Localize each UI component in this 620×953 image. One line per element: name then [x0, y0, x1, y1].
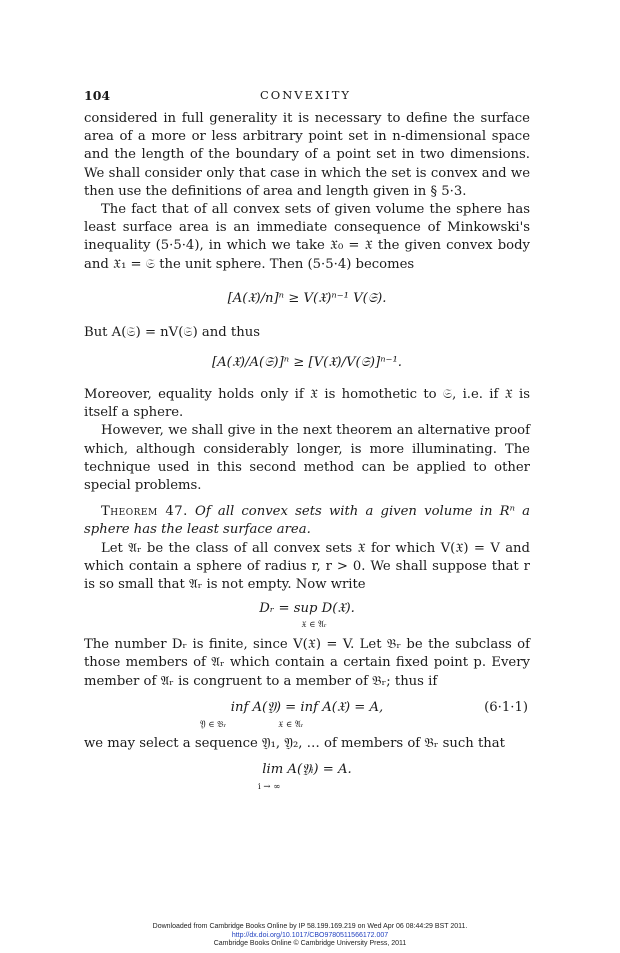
- theorem-label: Theorem 47.: [101, 504, 188, 520]
- equation-3: [84, 598, 530, 636]
- equation-4-text: inf A(𝔜) = inf A(𝔛) = A,: [230, 699, 384, 715]
- equation-4-subscript-2: 𝔛 ∈ 𝔄ᵣ: [278, 719, 304, 730]
- book-page: [84, 88, 530, 799]
- equation-3-subscript: 𝔛 ∈ 𝔄ᵣ: [301, 620, 327, 631]
- equation-1: [84, 278, 530, 324]
- equation-4-subscript-1: 𝔜 ∈ 𝔅ᵣ: [200, 719, 227, 730]
- equation-4-number: (6·1·1): [484, 699, 528, 715]
- footer-doi-link[interactable]: http://dx.doi.org/10.1017/CBO9780511566172.007: [231, 931, 389, 939]
- download-footer: [0, 923, 620, 949]
- footer-copyright: Cambridge Books Online © Cambridge University Press, 2011: [213, 940, 407, 948]
- theorem-47: [84, 503, 530, 539]
- page-header: [84, 88, 530, 110]
- paragraph-8: we may select a sequence 𝔜₁, 𝔜₂, … of members of 𝔅ᵣ such that: [84, 735, 505, 751]
- paragraph-7: The number Dᵣ is finite, since V(𝔛) = V. Let 𝔅ᵣ be the subclass of those members of 𝔄ᵣ which contain a certain fixed point p. Every member of 𝔄ᵣ is congruent to a member of 𝔅ᵣ; thus if: [84, 637, 530, 689]
- equation-5-subscript: i → ∞: [258, 782, 281, 793]
- paragraph-3: But A(𝔖) = nV(𝔖) and thus: [84, 324, 260, 340]
- equation-3-text: Dᵣ = sup D(𝔛).: [259, 601, 355, 617]
- equation-1-text: [A(𝔛)/n]ⁿ ≥ V(𝔛)ⁿ⁻¹ V(𝔖).: [227, 290, 387, 306]
- theorem-statement: Of all convex sets with a given volume in Rⁿ a sphere has the least surface area.: [84, 504, 530, 538]
- equation-5: [84, 759, 530, 799]
- equation-2-text: [A(𝔛)/A(𝔖)]ⁿ ≥ [V(𝔛)/V(𝔖)]ⁿ⁻¹.: [212, 355, 402, 371]
- equation-4: [84, 695, 530, 735]
- paragraph-2: The fact that of all convex sets of given volume the sphere has least surface area is an immediate consequence of Minkowski's inequality (5·5·4), in which we take 𝔛₀ = 𝔛 the given convex body and 𝔛₁ = 𝔖 the unit sphere. Then (5·5·4) becomes: [84, 202, 530, 272]
- running-title: CONVEXITY: [260, 88, 351, 102]
- equation-5-text: lim A(𝔜ᵢ) = A.: [262, 762, 352, 778]
- equation-2: [84, 342, 530, 386]
- paragraph-4: Moreover, equality holds only if 𝔛 is homothetic to 𝔖, i.e. if 𝔛 is itself a sphere.: [84, 387, 530, 421]
- paragraph-6: Let 𝔄ᵣ be the class of all convex sets 𝔛 for which V(𝔛) = V and which contain a sphere of radius r, r > 0. We shall suppose that r is so small that 𝔄ᵣ is not empty. Now write: [84, 540, 530, 593]
- footer-download-notice: Downloaded from Cambridge Books Online by IP 58.199.169.219 on Wed Apr 06 08:44:29 BST 2011.: [152, 923, 468, 930]
- paragraph-5: However, we shall give in the next theorem an alternative proof which, although considerably longer, is more illuminating. The technique used in this second method can be applied to other special problems.: [84, 423, 530, 494]
- paragraph-1: considered in full generality it is necessary to define the surface area of a more or less arbitrary point set in n-dimensional space and the length of the boundary of a point set in two dimensions. We shall consider only that case in which the set is convex and we then use the definitions of area and length given in § 5·3.: [84, 111, 530, 199]
- page-number: 104: [84, 88, 111, 103]
